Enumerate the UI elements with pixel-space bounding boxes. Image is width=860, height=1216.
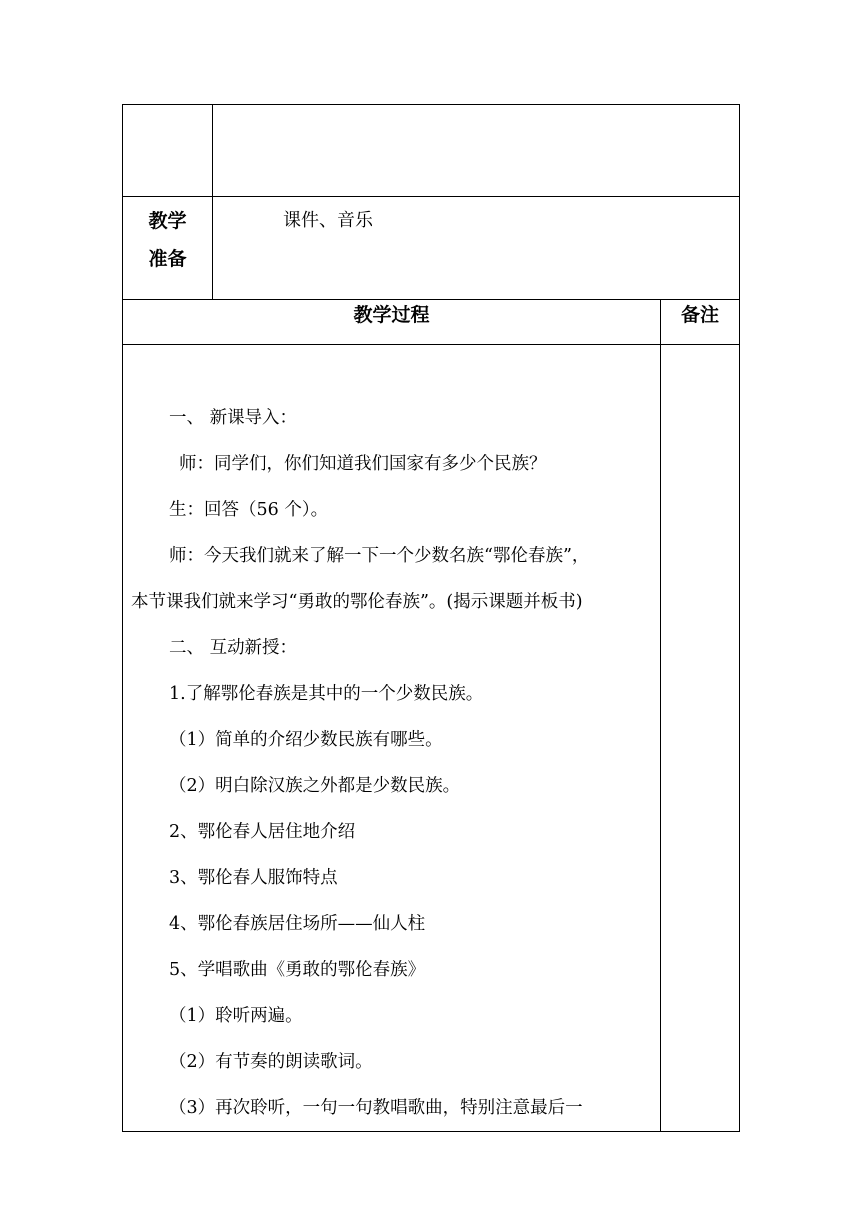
preparation-row <box>123 197 740 300</box>
text-line: （1）聆听两遍。 <box>169 1006 303 1026</box>
text-line: 师：今天我们就来了解一下一个少数名族“鄂伦春族”， <box>169 546 590 566</box>
preparation-label-line1: 教学 <box>148 210 187 232</box>
process-header: 教学过程 <box>123 300 661 345</box>
blank-content-cell <box>213 105 740 197</box>
text-line: 1.了解鄂伦春族是其中的一个少数民族。 <box>169 684 484 704</box>
section-heading: 二、 互动新授： <box>169 638 298 658</box>
text-line: 2、鄂伦春人居住地介绍 <box>169 822 356 842</box>
text-line: （1）简单的介绍少数民族有哪些。 <box>169 730 443 750</box>
text-line: 生：回答（56 个）。 <box>169 500 329 520</box>
section-heading: 一、 新课导入： <box>169 408 298 428</box>
preparation-label <box>123 197 213 300</box>
blank-row <box>123 105 740 197</box>
text-line: （2）有节奏的朗读歌词。 <box>169 1052 373 1072</box>
notes-header: 备注 <box>661 300 740 345</box>
text-line: （2）明白除汉族之外都是少数民族。 <box>169 776 461 796</box>
text-line: 师：同学们，你们知道我们国家有多少个民族？ <box>179 454 547 474</box>
blank-label-cell <box>123 105 213 197</box>
process-text <box>123 345 660 1131</box>
notes-cell <box>661 345 740 1132</box>
preparation-label-line2: 准备 <box>148 248 187 270</box>
process-header-row <box>123 300 740 345</box>
lesson-plan-table <box>122 104 740 1132</box>
text-line: 5、学唱歌曲《勇敢的鄂伦春族》 <box>169 960 426 980</box>
text-line: （3）再次聆听，一句一句教唱歌曲，特别注意最后一 <box>169 1098 583 1118</box>
process-content-cell <box>123 345 661 1132</box>
text-line: 本节课我们就来学习“勇敢的鄂伦春族”。(揭示课题并板书) <box>131 592 583 612</box>
process-body-row <box>123 345 740 1132</box>
text-line: 4、鄂伦春族居住场所——仙人柱 <box>169 914 426 934</box>
preparation-content: 课件、音乐 <box>213 197 740 300</box>
text-line: 3、鄂伦春人服饰特点 <box>169 868 338 888</box>
